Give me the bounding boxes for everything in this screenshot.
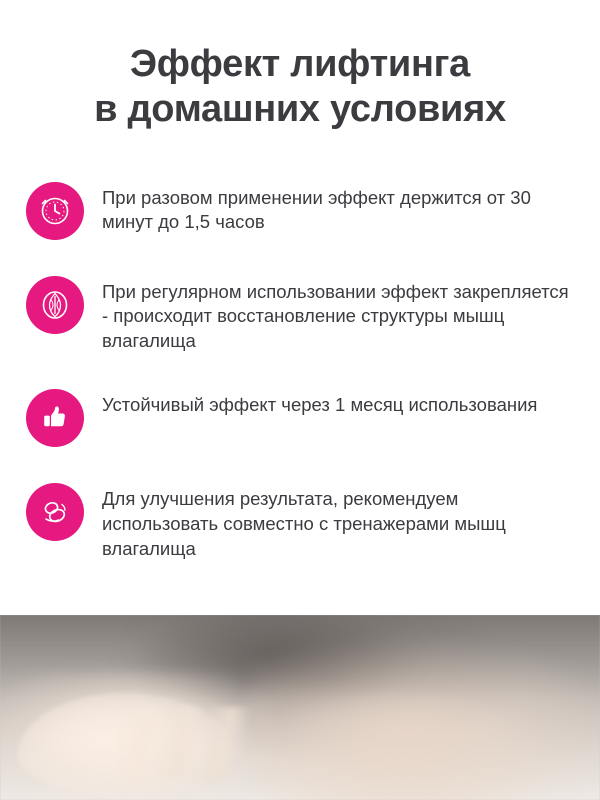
list-item-text: Устойчивый эффект через 1 месяц использования	[102, 394, 538, 416]
photo-vignette	[0, 615, 600, 800]
page-title	[0, 0, 600, 132]
thumbs-up-icon	[39, 402, 71, 434]
pelvic-muscles-icon-badge	[26, 276, 84, 334]
list-item	[26, 387, 578, 447]
page-title-line-1: Эффект лифтинга	[130, 43, 470, 85]
kegel-trainer-icon-badge	[26, 483, 84, 541]
pelvic-muscles-icon	[38, 288, 72, 322]
thumbs-up-icon-badge	[26, 389, 84, 447]
list-item-text: При разовом применении эффект держится от 30 минут до 1,5 часов	[102, 186, 531, 233]
background-photo	[0, 615, 600, 800]
clock-icon-badge	[26, 182, 84, 240]
kegel-trainer-icon	[38, 495, 72, 529]
list-item-text: При регулярном использовании эффект закрепляется - происходит восстановление структуры мышц влагалища	[102, 280, 569, 351]
list-item	[26, 481, 578, 561]
list-item	[26, 180, 578, 240]
list-item	[26, 274, 578, 354]
page-title-line-2: в домашних условиях	[94, 87, 506, 130]
list-item-text: Для улучшения результата, рекомендуем использовать совместно с тренажерами мышц влагалища	[102, 488, 506, 559]
clock-icon	[38, 194, 72, 228]
benefits-list	[0, 180, 600, 562]
